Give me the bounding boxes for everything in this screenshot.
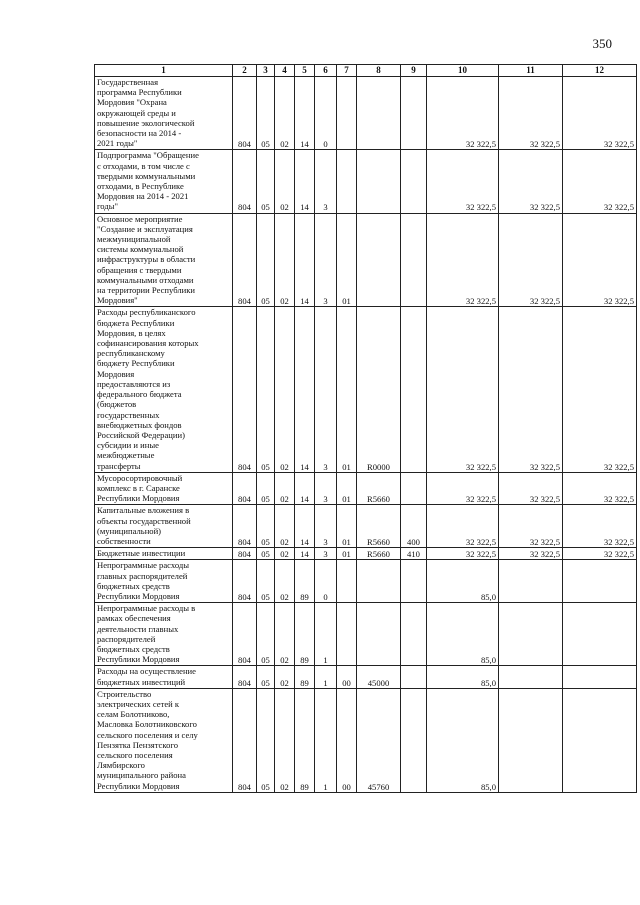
row-name-line: электрических сетей к bbox=[97, 698, 180, 709]
row-name-line: трансферты bbox=[97, 460, 141, 471]
row-name-line: Государственная bbox=[97, 77, 159, 87]
section-code-cell: 05 bbox=[257, 150, 275, 213]
program-code-cell: 89 bbox=[295, 603, 315, 666]
row-name-line: Республики Мордовия bbox=[97, 493, 180, 504]
subsection-code-cell: 02 bbox=[275, 307, 295, 472]
subsection-code-cell: 02 bbox=[275, 548, 295, 560]
row-name-line: Непрограммные расходы в bbox=[97, 603, 196, 614]
row-name-line: Мордовия на 2014 - 2021 bbox=[97, 191, 189, 202]
row-name-line: Мордовия bbox=[97, 368, 135, 379]
direction-code-cell bbox=[357, 560, 401, 603]
amount-2020-cell: 32 322,5 bbox=[499, 77, 563, 150]
subprogram-code-cell: 1 bbox=[315, 688, 337, 792]
row-name-line: сельского поселения bbox=[97, 750, 173, 760]
amount-2021-cell: 32 322,5 bbox=[563, 307, 637, 472]
direction-code-cell: R5660 bbox=[357, 505, 401, 548]
expense-type-code-cell bbox=[401, 666, 427, 688]
row-name-line: бюджетных инвестиций bbox=[97, 676, 186, 687]
section-code-cell: 05 bbox=[257, 560, 275, 603]
direction-code-cell: 45000 bbox=[357, 666, 401, 688]
subprogram-code-cell: 3 bbox=[315, 472, 337, 505]
row-name-line: Масловка Болотниковского bbox=[97, 719, 197, 730]
row-name-line: главных распорядителей bbox=[97, 570, 188, 581]
event-code-cell bbox=[337, 560, 357, 603]
ministry-code-cell: 804 bbox=[233, 150, 257, 213]
subsection-code-cell: 02 bbox=[275, 603, 295, 666]
column-number: 4 bbox=[275, 65, 295, 77]
section-code-cell: 05 bbox=[257, 548, 275, 560]
row-name-line: Строительство bbox=[97, 688, 152, 699]
section-code-cell: 05 bbox=[257, 213, 275, 307]
event-code-cell: 01 bbox=[337, 472, 357, 505]
ministry-code-cell: 804 bbox=[233, 213, 257, 307]
expense-type-code-cell bbox=[401, 150, 427, 213]
column-number: 2 bbox=[233, 65, 257, 77]
row-name-line: 2021 годы" bbox=[97, 138, 138, 149]
amount-2019-cell: 32 322,5 bbox=[427, 213, 499, 307]
table-row bbox=[95, 213, 637, 307]
ministry-code-cell: 804 bbox=[233, 472, 257, 505]
row-name-line: Мордовия" bbox=[97, 295, 138, 306]
direction-code-cell: R5660 bbox=[357, 548, 401, 560]
program-code-cell: 14 bbox=[295, 150, 315, 213]
row-name-line: республиканскому bbox=[97, 348, 165, 359]
row-name-line: комплекс в г. Саранске bbox=[97, 482, 180, 493]
column-number: 7 bbox=[337, 65, 357, 77]
direction-code-cell bbox=[357, 213, 401, 307]
row-name-line: Лямбирского bbox=[97, 760, 145, 771]
subsection-code-cell: 02 bbox=[275, 688, 295, 792]
subsection-code-cell: 02 bbox=[275, 472, 295, 505]
amount-2019-cell: 85,0 bbox=[427, 560, 499, 603]
row-name-line: коммунальными отходами bbox=[97, 274, 194, 285]
row-name-line: обращения с твердыми bbox=[97, 264, 182, 275]
program-code-cell: 89 bbox=[295, 688, 315, 792]
program-code-cell: 14 bbox=[295, 548, 315, 560]
subprogram-code-cell: 3 bbox=[315, 150, 337, 213]
amount-2020-cell: 32 322,5 bbox=[499, 548, 563, 560]
row-name-line: Мордовия "Охрана bbox=[97, 97, 167, 108]
direction-code-cell: R0000 bbox=[357, 307, 401, 472]
row-name-cell bbox=[95, 666, 233, 688]
row-name-line: бюджету Республики bbox=[97, 358, 175, 369]
row-name-line: межбюджетные bbox=[97, 450, 155, 461]
table-row bbox=[95, 560, 637, 603]
subsection-code-cell: 02 bbox=[275, 560, 295, 603]
row-name-cell bbox=[95, 213, 233, 307]
row-name-cell bbox=[95, 548, 233, 560]
row-name-line: федерального бюджета bbox=[97, 389, 182, 400]
ministry-code-cell: 804 bbox=[233, 560, 257, 603]
expense-type-code-cell bbox=[401, 307, 427, 472]
table-row bbox=[95, 307, 637, 472]
amount-2021-cell bbox=[563, 560, 637, 603]
amount-2020-cell: 32 322,5 bbox=[499, 307, 563, 472]
program-code-cell: 14 bbox=[295, 307, 315, 472]
ministry-code-cell: 804 bbox=[233, 688, 257, 792]
row-name-cell bbox=[95, 688, 233, 792]
page-number: 350 bbox=[592, 36, 612, 51]
column-number: 1 bbox=[95, 65, 233, 77]
amount-2019-cell: 32 322,5 bbox=[427, 150, 499, 213]
amount-2019-cell: 85,0 bbox=[427, 666, 499, 688]
amount-2019-cell: 32 322,5 bbox=[427, 505, 499, 548]
table-row bbox=[95, 505, 637, 548]
table-row bbox=[95, 150, 637, 213]
table-row bbox=[95, 688, 637, 792]
ministry-code-cell: 804 bbox=[233, 666, 257, 688]
amount-2019-cell: 85,0 bbox=[427, 603, 499, 666]
table-row bbox=[95, 666, 637, 688]
column-number: 3 bbox=[257, 65, 275, 77]
row-name-line: повышение экологической bbox=[97, 117, 195, 128]
row-name-line: муниципального района bbox=[97, 770, 186, 781]
ministry-code-cell: 804 bbox=[233, 603, 257, 666]
program-code-cell: 14 bbox=[295, 77, 315, 150]
program-code-cell: 14 bbox=[295, 472, 315, 505]
ministry-code-cell: 804 bbox=[233, 77, 257, 150]
row-name-line: сельского поселения и селу bbox=[97, 729, 198, 740]
event-code-cell: 01 bbox=[337, 548, 357, 560]
row-name-cell bbox=[95, 77, 233, 150]
row-name-line: селам Болотниково, bbox=[97, 709, 170, 720]
event-code-cell: 01 bbox=[337, 505, 357, 548]
expense-type-code-cell: 410 bbox=[401, 548, 427, 560]
direction-code-cell bbox=[357, 150, 401, 213]
row-name-line: инфраструктуры в области bbox=[97, 254, 196, 265]
section-code-cell: 05 bbox=[257, 666, 275, 688]
row-name-line: Непрограммные расходы bbox=[97, 560, 190, 571]
row-name-line: собственности bbox=[97, 535, 151, 546]
section-code-cell: 05 bbox=[257, 307, 275, 472]
expense-type-code-cell bbox=[401, 603, 427, 666]
row-name-line: Капитальные вложения в bbox=[97, 505, 190, 516]
section-code-cell: 05 bbox=[257, 688, 275, 792]
amount-2019-cell: 32 322,5 bbox=[427, 307, 499, 472]
ministry-code-cell: 804 bbox=[233, 307, 257, 472]
subprogram-code-cell: 3 bbox=[315, 307, 337, 472]
row-name-line: Республики Мордовия bbox=[97, 654, 180, 665]
row-name-line: распорядителей bbox=[97, 633, 156, 644]
ministry-code-cell: 804 bbox=[233, 548, 257, 560]
amount-2020-cell bbox=[499, 688, 563, 792]
expense-type-code-cell bbox=[401, 560, 427, 603]
subprogram-code-cell: 3 bbox=[315, 548, 337, 560]
column-number: 12 bbox=[563, 65, 637, 77]
amount-2021-cell: 32 322,5 bbox=[563, 472, 637, 505]
budget-table bbox=[94, 64, 637, 793]
row-name-line: бюджета Республики bbox=[97, 317, 175, 328]
column-number-header-row bbox=[95, 65, 637, 77]
row-name-line: бюджетных средств bbox=[97, 580, 170, 591]
row-name-cell bbox=[95, 150, 233, 213]
row-name-line: "Создание и эксплуатация bbox=[97, 223, 193, 234]
table-row bbox=[95, 77, 637, 150]
row-name-line: внебюджетных фондов bbox=[97, 419, 182, 430]
subsection-code-cell: 02 bbox=[275, 505, 295, 548]
row-name-line: Республики Мордовия bbox=[97, 590, 180, 601]
direction-code-cell: R5660 bbox=[357, 472, 401, 505]
row-name-line: бюджетных средств bbox=[97, 643, 170, 654]
amount-2021-cell bbox=[563, 603, 637, 666]
event-code-cell bbox=[337, 150, 357, 213]
subprogram-code-cell: 0 bbox=[315, 77, 337, 150]
row-name-line: окружающей среды и bbox=[97, 107, 176, 118]
direction-code-cell: 45760 bbox=[357, 688, 401, 792]
subsection-code-cell: 02 bbox=[275, 213, 295, 307]
event-code-cell: 01 bbox=[337, 213, 357, 307]
column-number: 6 bbox=[315, 65, 337, 77]
row-name-line: объекты государственной bbox=[97, 515, 191, 526]
subprogram-code-cell: 1 bbox=[315, 603, 337, 666]
amount-2019-cell: 32 322,5 bbox=[427, 548, 499, 560]
subprogram-code-cell: 1 bbox=[315, 666, 337, 688]
row-name-cell bbox=[95, 505, 233, 548]
direction-code-cell bbox=[357, 603, 401, 666]
row-name-line: Республики Мордовия bbox=[97, 780, 180, 791]
section-code-cell: 05 bbox=[257, 472, 275, 505]
row-name-line: субсидии и иные bbox=[97, 440, 159, 451]
amount-2020-cell: 32 322,5 bbox=[499, 505, 563, 548]
direction-code-cell bbox=[357, 77, 401, 150]
subsection-code-cell: 02 bbox=[275, 77, 295, 150]
section-code-cell: 05 bbox=[257, 505, 275, 548]
row-name-line: (бюджетов bbox=[97, 399, 137, 410]
amount-2021-cell: 32 322,5 bbox=[563, 77, 637, 150]
row-name-line: Подпрограмма "Обращение bbox=[97, 150, 199, 161]
row-name-line: Российской Федерации) bbox=[97, 429, 185, 440]
event-code-cell bbox=[337, 77, 357, 150]
amount-2020-cell bbox=[499, 666, 563, 688]
subprogram-code-cell: 3 bbox=[315, 213, 337, 307]
row-name-cell bbox=[95, 307, 233, 472]
table-row bbox=[95, 472, 637, 505]
event-code-cell bbox=[337, 603, 357, 666]
ministry-code-cell: 804 bbox=[233, 505, 257, 548]
program-code-cell: 89 bbox=[295, 666, 315, 688]
row-name-line: с отходами, в том числе с bbox=[97, 160, 190, 171]
expense-type-code-cell bbox=[401, 688, 427, 792]
row-name-line: на территории Республики bbox=[97, 285, 196, 296]
amount-2021-cell: 32 322,5 bbox=[563, 548, 637, 560]
row-name-line: государственных bbox=[97, 409, 160, 420]
amount-2020-cell: 32 322,5 bbox=[499, 213, 563, 307]
row-name-line: Расходы на осуществление bbox=[97, 666, 196, 677]
subprogram-code-cell: 0 bbox=[315, 560, 337, 603]
column-number: 5 bbox=[295, 65, 315, 77]
row-name-line: Мордовия, в целях bbox=[97, 327, 166, 338]
section-code-cell: 05 bbox=[257, 603, 275, 666]
row-name-line: твердыми коммунальными bbox=[97, 170, 196, 181]
row-name-line: программа Республики bbox=[97, 87, 182, 98]
subsection-code-cell: 02 bbox=[275, 666, 295, 688]
expense-type-code-cell bbox=[401, 77, 427, 150]
section-code-cell: 05 bbox=[257, 77, 275, 150]
amount-2021-cell bbox=[563, 666, 637, 688]
column-number: 10 bbox=[427, 65, 499, 77]
subsection-code-cell: 02 bbox=[275, 150, 295, 213]
row-name-line: (муниципальной) bbox=[97, 525, 162, 536]
row-name-line: рамках обеспечения bbox=[97, 613, 171, 624]
row-name-line: Основное мероприятие bbox=[97, 213, 183, 224]
amount-2019-cell: 32 322,5 bbox=[427, 77, 499, 150]
amount-2020-cell bbox=[499, 603, 563, 666]
column-number: 11 bbox=[499, 65, 563, 77]
table-body bbox=[95, 77, 637, 793]
amount-2020-cell: 32 322,5 bbox=[499, 472, 563, 505]
column-number: 8 bbox=[357, 65, 401, 77]
expense-type-code-cell bbox=[401, 472, 427, 505]
row-name-line: Бюджетные инвестиции bbox=[97, 548, 186, 559]
row-name-line: Пензятка Пензятского bbox=[97, 739, 179, 750]
row-name-line: межмуниципальной bbox=[97, 234, 171, 245]
amount-2020-cell bbox=[499, 560, 563, 603]
row-name-line: системы коммунальной bbox=[97, 244, 184, 255]
amount-2019-cell: 32 322,5 bbox=[427, 472, 499, 505]
row-name-line: софинансирования которых bbox=[97, 338, 199, 349]
amount-2021-cell: 32 322,5 bbox=[563, 505, 637, 548]
amount-2021-cell: 32 322,5 bbox=[563, 150, 637, 213]
row-name-line: отходами, в Республике bbox=[97, 181, 184, 192]
amount-2021-cell bbox=[563, 688, 637, 792]
row-name-line: годы" bbox=[97, 201, 119, 212]
table-row bbox=[95, 548, 637, 560]
program-code-cell: 89 bbox=[295, 560, 315, 603]
expense-type-code-cell bbox=[401, 213, 427, 307]
expense-type-code-cell: 400 bbox=[401, 505, 427, 548]
amount-2021-cell: 32 322,5 bbox=[563, 213, 637, 307]
program-code-cell: 14 bbox=[295, 213, 315, 307]
row-name-cell bbox=[95, 603, 233, 666]
program-code-cell: 14 bbox=[295, 505, 315, 548]
subprogram-code-cell: 3 bbox=[315, 505, 337, 548]
event-code-cell: 00 bbox=[337, 666, 357, 688]
row-name-line: предоставляются из bbox=[97, 378, 171, 389]
row-name-line: Мусоросортировочный bbox=[97, 472, 183, 483]
amount-2019-cell: 85,0 bbox=[427, 688, 499, 792]
row-name-cell bbox=[95, 472, 233, 505]
row-name-cell bbox=[95, 560, 233, 603]
event-code-cell: 00 bbox=[337, 688, 357, 792]
table-row bbox=[95, 603, 637, 666]
row-name-line: Расходы республиканского bbox=[97, 307, 196, 318]
column-number: 9 bbox=[401, 65, 427, 77]
event-code-cell: 01 bbox=[337, 307, 357, 472]
amount-2020-cell: 32 322,5 bbox=[499, 150, 563, 213]
row-name-line: деятельности главных bbox=[97, 623, 179, 634]
row-name-line: безопасности на 2014 - bbox=[97, 128, 182, 139]
